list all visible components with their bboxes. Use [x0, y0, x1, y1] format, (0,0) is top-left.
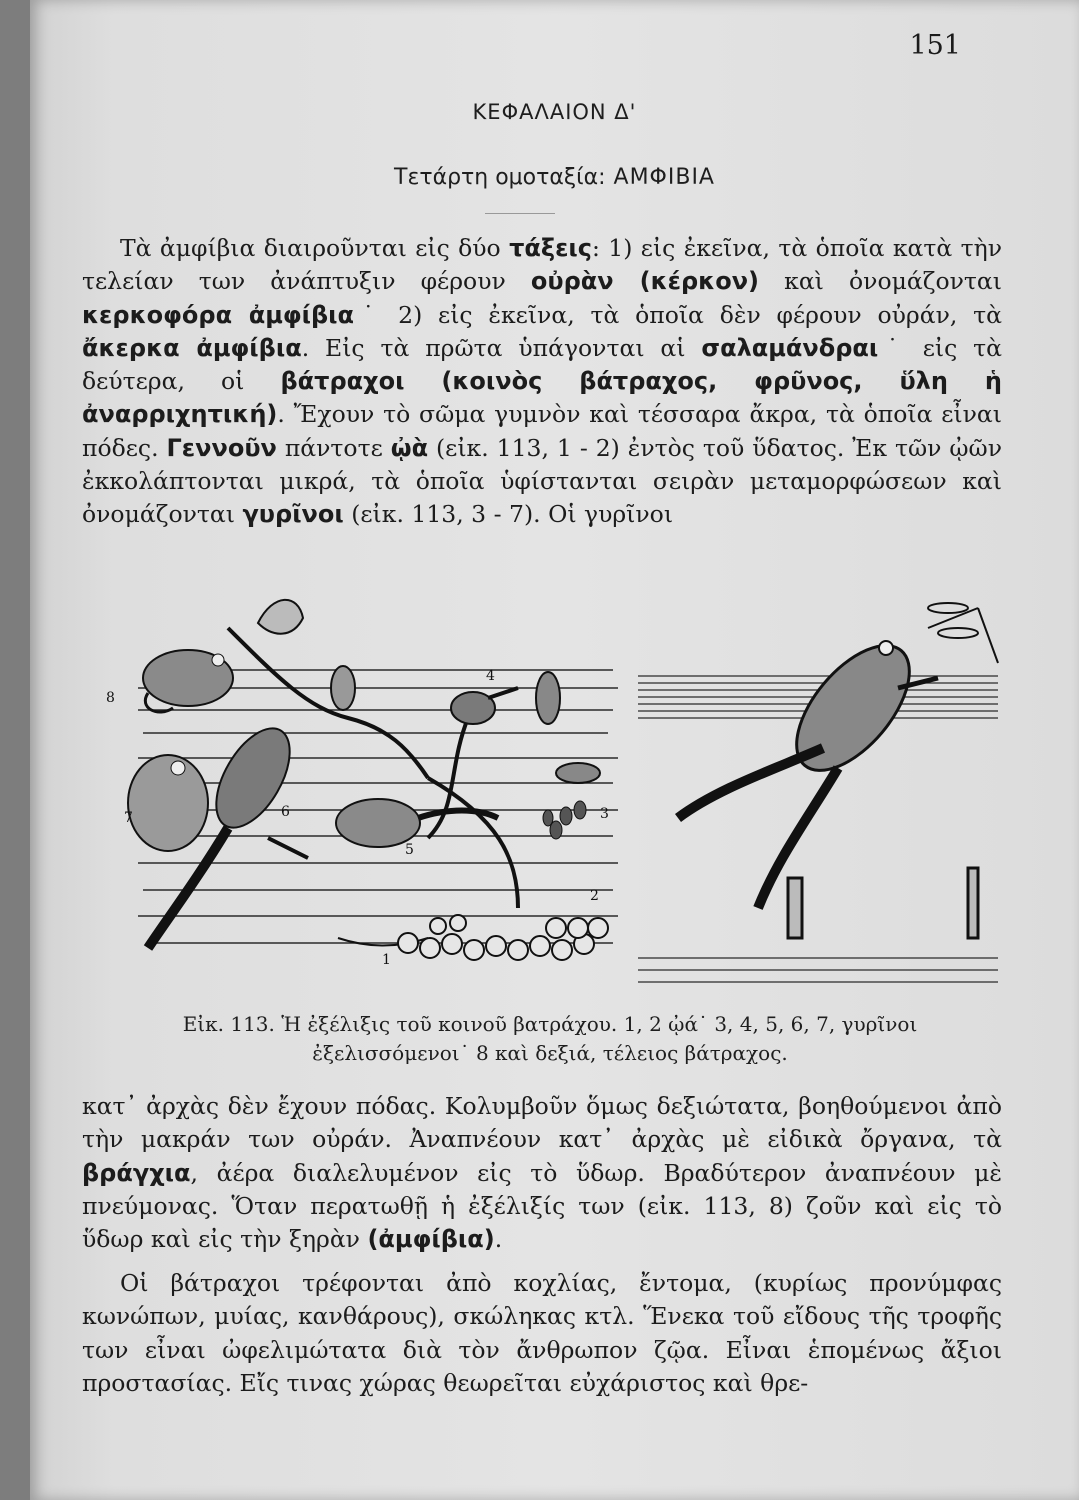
- label-4: 4: [486, 668, 495, 684]
- section-subtitle: [30, 165, 1079, 190]
- label-3: 3: [600, 806, 609, 822]
- tadpole-stage-3: [543, 801, 586, 839]
- book-page: [30, 0, 1079, 1500]
- dragonfly: [928, 603, 998, 663]
- paragraph-tadpoles: κατ᾽ ἀρχὰς δὲν ἔχουν πόδας. Κολυμβοῦν ὅμως δεξιώτατα, βοηθούμενοι ἀπὸ τὴν μακράν των οὐράν. Ἀναπνέουν κατ᾽ ἀρχὰς μὲ εἰδικὰ ὄργανα, τὰ βράγχια, ἀέρα διαλελυμένον εἰς τὸ ὕδωρ. Βραδύτερον ἀναπνέουν μὲ πνεύμονας. Ὅταν περατωθῇ ἡ ἐξέλιξίς των (εἰκ. 113, 8) ζοῦν καὶ εἰς τὸ ὕδωρ καὶ εἰς τὴν ξηρὰν (ἀμφίβια).: [82, 1092, 1002, 1254]
- eggs-cluster: [398, 915, 608, 960]
- label-2: 2: [590, 888, 599, 904]
- label-6: 6: [281, 804, 290, 820]
- frog-adult-small: [143, 650, 233, 712]
- caption-line-2: ἐξελισσόμενοι˙ 8 καὶ δεξιά, τέλειος βάτραχος.: [312, 1041, 788, 1065]
- label-1: 1: [382, 952, 391, 968]
- tadpole-stage-7: [128, 755, 208, 851]
- chapter-heading: ΚΕΦΑΛΑΙΟΝ Δ': [472, 100, 637, 124]
- label-5: 5: [405, 842, 414, 858]
- caption-line-1: Εἰκ. 113. Ἡ ἐξέλιξις τοῦ κοινοῦ βατράχου. 1, 2 ᾠά˙ 3, 4, 5, 6, 7, γυρῖνοι: [182, 1012, 918, 1036]
- paragraph-feeding: Οἱ βάτραχοι τρέφονται ἀπὸ κοχλίας, ἔντομα, (κυρίως προνύμφας κωνώπων, μυίας, κανθάρους), σκώληκας κτλ. Ἕνεκα τοῦ εἴδους τῆς τροφῆς των εἶναι ὠφελιμώτατα διὰ τὸν ἄνθρωπον ζῷα. Εἶναι ἑπομένως ἄξιοι προστασίας. Εἴς τινας χώρας θεωρεῖται εὐχάριστος καὶ θρε-: [82, 1269, 1002, 1397]
- figure-caption: [110, 1010, 990, 1068]
- figure-illustration: [78, 578, 1008, 990]
- heading-divider: [485, 213, 555, 214]
- tadpole-stage-5: [336, 799, 498, 847]
- paragraph-intro: Τὰ ἀμφίβια διαιροῦνται εἰς δύο τάξεις: 1) εἰς ἐκεῖνα, τὰ ὁποῖα κατὰ τὴν τελείαν των ἀνάπτυξιν φέρουν οὐρὰν (κέρκον) καὶ ὀνομάζονται κερκοφόρα ἀμφίβια˙ 2) εἰς ἐκεῖνα, τὰ ὁποῖα δὲν φέρουν οὐράν, τὰ ἄκερκα ἀμφίβια. Εἰς τὰ πρῶτα ὑπάγονται αἱ σαλαμάνδραι˙ εἰς τὰ δεύτερα, οἱ βάτραχοι (κοινὸς βάτραχος, φρῦνος, ὕλη ἡ ἀναρριχητική). Ἔχουν τὸ σῶμα γυμνὸν καὶ τέσσαρα ἄκρα, τὰ ὁποῖα εἶναι πόδες. Γεννοῦν πάντοτε ᾠὰ (εἰκ. 113, 1 - 2) ἐντὸς τοῦ ὕδατος. Ἐκ τῶν ᾠῶν ἐκκολάπτονται μικρά, τὰ ὁποῖα ὑφίστανται σειρὰν μεταμορφώσεων καὶ ὀνομάζονται γυρῖνοι (εἰκ. 113, 3 - 7). Οἱ γυρῖνοι: [82, 234, 1003, 529]
- subtitle-class-name: ΑΜΦΙΒΙΑ: [613, 165, 715, 190]
- frog-development-figure: [78, 578, 1008, 990]
- reeds: [788, 868, 978, 938]
- label-8: 8: [106, 690, 115, 706]
- frog-adult-leaping: [678, 626, 938, 908]
- label-7: 7: [124, 810, 133, 826]
- subtitle-label: Τετάρτη ομοταξία:: [394, 165, 606, 190]
- page-number: 151: [909, 30, 961, 61]
- plant-leaf: [258, 600, 303, 634]
